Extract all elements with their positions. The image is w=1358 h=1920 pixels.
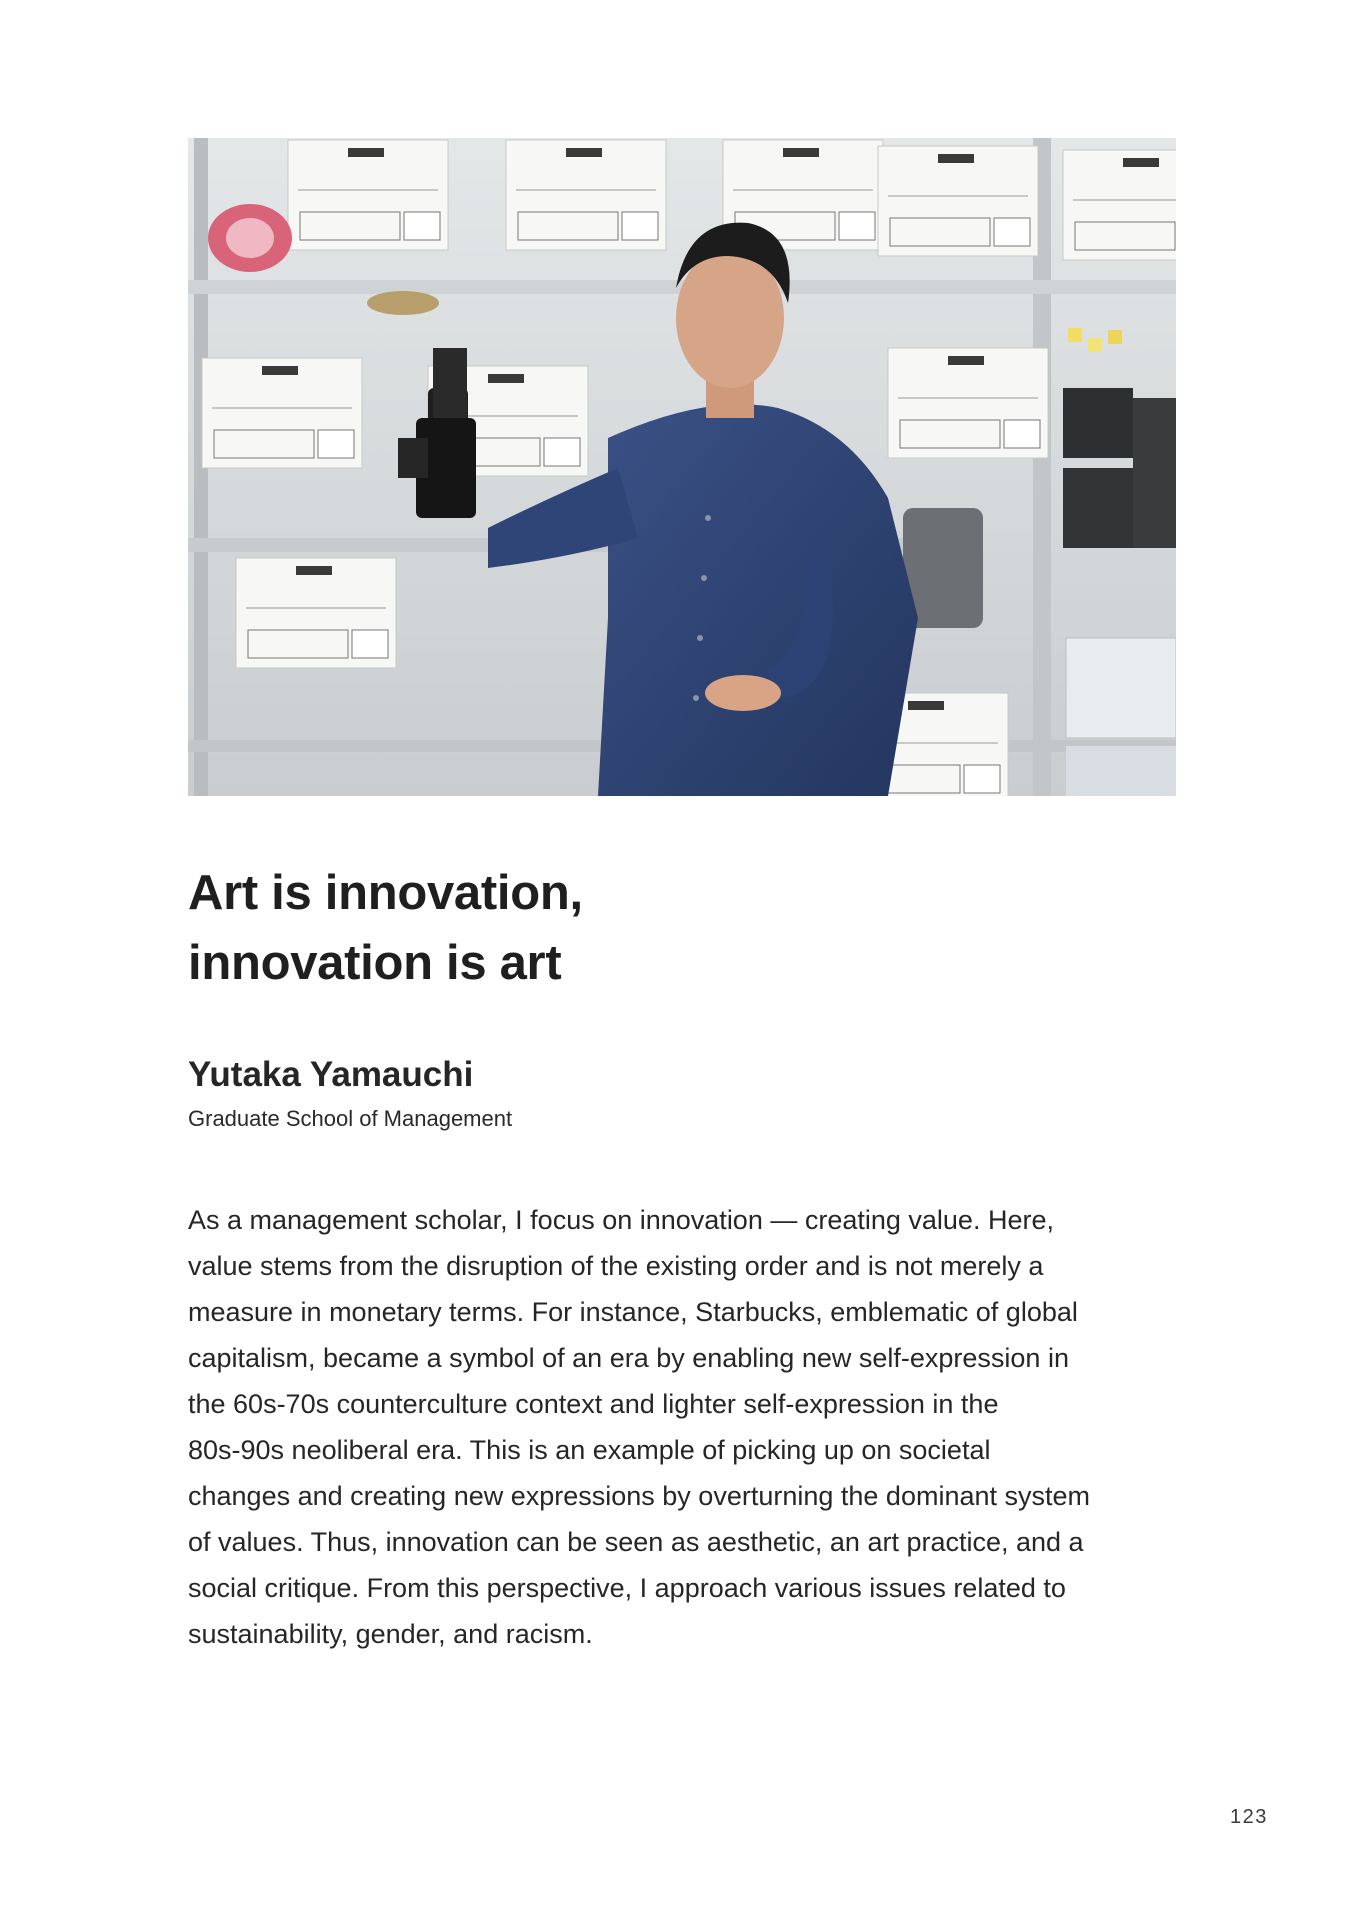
author-photo	[188, 138, 1176, 796]
author-affiliation: Graduate School of Management	[188, 1106, 513, 1131]
body-line: measure in monetary terms. For instance, Starbucks, emblematic of global	[188, 1297, 1078, 1327]
title-line: Art is innovation,	[188, 866, 583, 920]
body-line: 80s-90s neoliberal era. This is an example of picking up on societal	[188, 1435, 991, 1465]
title-line: innovation is art	[188, 936, 562, 990]
body-line: sustainability, gender, and racism.	[188, 1619, 593, 1649]
article-body	[188, 1197, 1188, 1657]
article-title	[188, 858, 583, 998]
page-number: 123	[1230, 1806, 1268, 1828]
body-line: capitalism, became a symbol of an era by enabling new self-expression in	[188, 1343, 1069, 1373]
body-line: value stems from the disruption of the existing order and is not merely a	[188, 1251, 1044, 1281]
body-line: of values. Thus, innovation can be seen as aesthetic, an art practice, and a	[188, 1527, 1084, 1557]
body-line: As a management scholar, I focus on innovation — creating value. Here,	[188, 1205, 1054, 1235]
author-name: Yutaka Yamauchi	[188, 1055, 474, 1094]
body-line: changes and creating new expressions by overturning the dominant system	[188, 1481, 1091, 1511]
body-line: social critique. From this perspective, I approach various issues related to	[188, 1573, 1066, 1603]
body-line: the 60s-70s counterculture context and lighter self-expression in the	[188, 1389, 999, 1419]
